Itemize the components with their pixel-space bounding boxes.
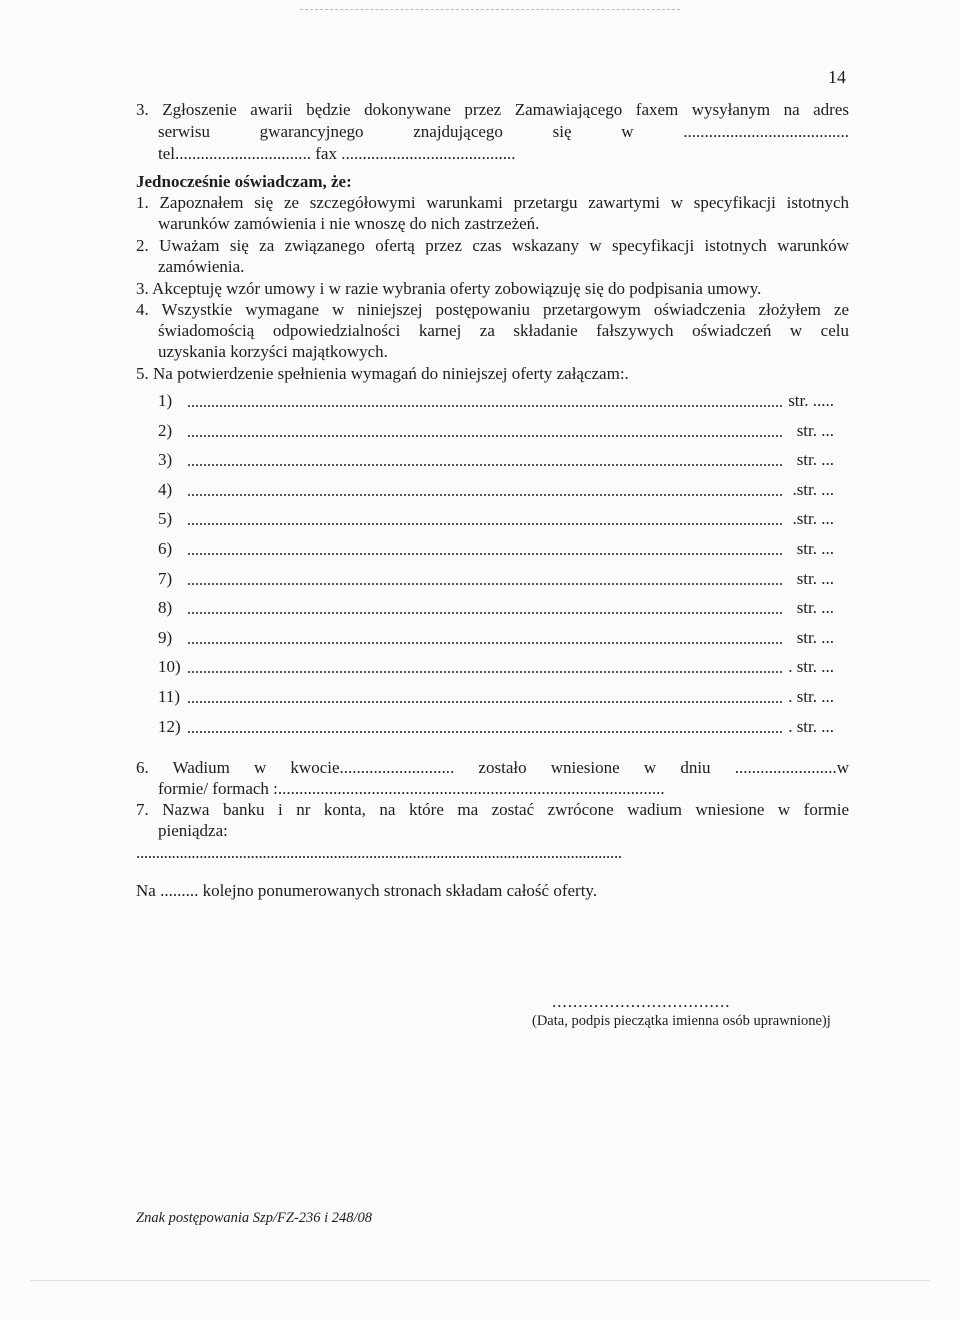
attachment-page: . str. ... — [788, 657, 834, 676]
section-3-line-3: tel................................ fax ......................................... — [158, 144, 516, 163]
attachment-row — [158, 420, 834, 442]
declaration-item-2-line-1: 2. Uważam się za związanego ofertą przez czas wskazany w specyfikacji istotnych warunków — [136, 236, 849, 255]
declaration-heading: Jednocześnie oświadczam, że: — [136, 172, 352, 191]
attachment-page: . str. ... — [788, 717, 834, 736]
attachment-row — [158, 568, 834, 590]
item-7-line-2: pieniądza: — [158, 821, 228, 840]
attachment-number: 5) — [158, 509, 173, 528]
attachment-dotted-line — [188, 523, 782, 525]
section-3-line-2: serwisu gwarancyjnego znajdującego się w ....................................... — [158, 122, 849, 141]
attachment-dotted-line — [188, 642, 782, 644]
declaration-item-1-line-1: 1. Zapoznałem się ze szczegółowymi warunkami przetargu zawartymi w specyfikacji istotnych — [136, 193, 849, 212]
declaration-item-1-line-2: warunków zamówienia i nie wnoszę do nich zastrzeżeń. — [158, 214, 540, 233]
attachment-page: str. ... — [796, 598, 834, 617]
item-7-line-1: 7. Nazwa banku i nr konta, na które ma zostać zwrócone wadium wniesione w formie — [136, 800, 849, 819]
attachment-number: 2) — [158, 421, 173, 440]
attachment-number: 11) — [158, 687, 181, 706]
attachment-number: 3) — [158, 450, 173, 469]
attachment-dotted-line — [188, 671, 782, 673]
section-3-line-1: 3. Zgłoszenie awarii będzie dokonywane przez Zamawiającego faxem wysyłanym na adres — [136, 100, 849, 119]
attachment-page: . str. ... — [788, 687, 834, 706]
attachment-row — [158, 508, 834, 530]
attachment-page: str. ... — [796, 450, 834, 469]
attachment-dotted-line — [188, 553, 782, 555]
declaration-item-5: 5. Na potwierdzenie spełnienia wymagań do niniejszej oferty załączam:. — [136, 364, 629, 383]
attachment-page: str. ... — [796, 421, 834, 440]
attachment-dotted-line — [188, 464, 782, 466]
scan-edge-bottom — [30, 1280, 930, 1281]
attachment-page: .str. ... — [792, 509, 834, 528]
attachment-number: 8) — [158, 598, 173, 617]
item-6-line-2: formie/ formach :........................................................................................... — [158, 779, 665, 798]
signature-caption: (Data, podpis pieczątka imienna osób uprawnione)j — [532, 1013, 831, 1029]
attachment-number: 7) — [158, 569, 173, 588]
declaration-item-2-line-2: zamówienia. — [158, 257, 245, 276]
attachment-dotted-line — [188, 583, 782, 585]
signature-dots: .................................. — [552, 992, 731, 1011]
attachment-row — [158, 390, 834, 412]
declaration-item-4-line-2: świadomością odpowiedzialności karnej za składanie fałszywych oświadczeń w celu — [158, 321, 849, 340]
attachment-number: 6) — [158, 539, 173, 558]
attachment-row — [158, 538, 834, 560]
attachment-dotted-line — [188, 494, 782, 496]
declaration-item-4-line-3: uzyskania korzyści majątkowych. — [158, 342, 388, 361]
page-number: 14 — [828, 67, 846, 87]
attachment-number: 1) — [158, 391, 173, 410]
attachment-page: .str. ... — [792, 480, 834, 499]
attachment-page: str. ... — [796, 539, 834, 558]
attachment-dotted-line — [188, 731, 782, 733]
attachment-number: 10) — [158, 657, 181, 676]
attachment-page: str. ... — [796, 628, 834, 647]
item-6-line-1: 6. Wadium w kwocie........................... zostało wniesione w dniu ........................w — [136, 758, 849, 777]
attachment-page: str. ..... — [788, 391, 834, 410]
scan-edge-top — [300, 9, 680, 10]
pages-statement: Na ......... kolejno ponumerowanych stronach składam całość oferty. — [136, 881, 598, 900]
attachment-number: 4) — [158, 480, 173, 499]
attachment-dotted-line — [188, 405, 782, 407]
attachment-row — [158, 656, 834, 678]
attachment-number: 9) — [158, 628, 173, 647]
attachment-dotted-line — [188, 435, 782, 437]
attachment-number: 12) — [158, 717, 181, 736]
item-7-line-3: ........................................................................................................................... — [136, 843, 622, 862]
attachment-row — [158, 627, 834, 649]
attachment-dotted-line — [188, 612, 782, 614]
declaration-item-3: 3. Akceptuję wzór umowy i w razie wybrania oferty zobowiązuję się do podpisania umowy. — [136, 279, 762, 298]
attachment-dotted-line — [188, 701, 782, 703]
declaration-item-4-line-1: 4. Wszystkie wymagane w niniejszej postępowaniu przetargowym oświadczenia złożyłem ze — [136, 300, 849, 319]
attachment-page: str. ... — [796, 569, 834, 588]
attachment-row — [158, 716, 834, 738]
attachment-row — [158, 449, 834, 471]
attachment-row — [158, 686, 834, 708]
attachment-row — [158, 479, 834, 501]
attachment-row — [158, 597, 834, 619]
case-number: Znak postępowania Szp/FZ-236 i 248/08 — [136, 1210, 373, 1226]
